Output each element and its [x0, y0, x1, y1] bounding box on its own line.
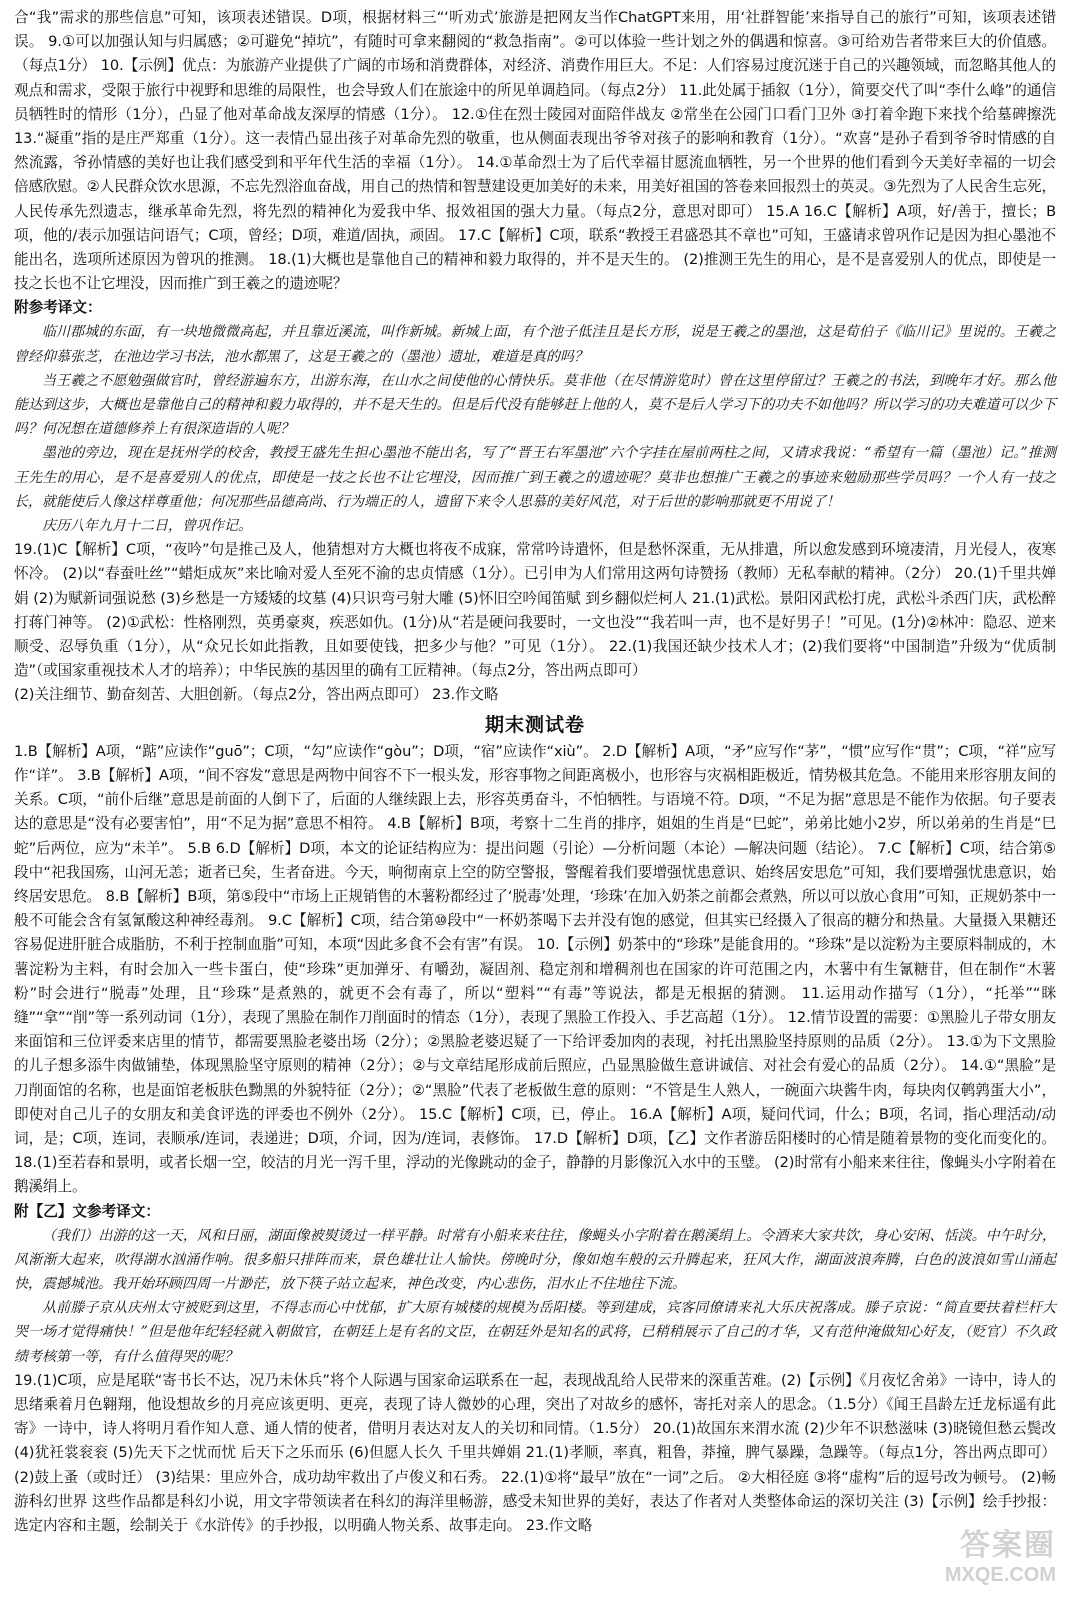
section-title: 期末测试卷	[484, 713, 585, 736]
translation-heading: 附参考译文：	[14, 299, 102, 317]
translation-paragraph: 墨池的旁边，现在是抚州学的校舍，教授王盛先生担心墨池不能出名，写了“晋王右军墨池”六个字挂在屋前两柱之间，又请求我说：“希望有一篇（墨池）记。”推测王先生的用心，是不是喜爱别人的优点，即使是一技之长也不让它埋没，因而推广到王羲之的遗迹呢？莫非也想推广王羲之的事迹来勉励那些学员吗？一个人有一技之长，就能使后人像这样尊重他；何况那些品德高尚、行为端正的人，遗留下来令人思慕的美好风范，对于后世的影响那就更不用说了！	[14, 445, 1056, 510]
translation-paragraph: 庆历八年九月十二日，曾巩作记。	[42, 518, 252, 535]
answer-paragraph: 19.(1)C项，应是尾联“寄书长不达，况乃未休兵”将个人际遇与国家命运联系在一起，表现战乱给人民带来的深重苦难。(2)【示例】《月夜忆舍弟》一诗中，诗人的思绪乘着月色翱翔，他设想故乡的月亮应该更明、更亮，表现了诗人微妙的心理，突出了对故乡的感怀，寄托对亲人的思念。（1.5分）《闻王昌龄左迁龙标遥有此寄》一诗中，诗人将明月看作知人意、通人情的使者，借明月表达对友人的关切和同情。（1.5分） 20.(1)故国东来渭水流 (2)少年不识愁滋味 (3)晓镜但愁云鬓改 (4)犹衽裳衮衮 (5)先天下之忧而忧 后天下之乐而乐 (6)但愿人长久 千里共婵娟 21.(1)孝顺，率真，粗鲁，莽撞，脾气暴躁，急躁等。（每点1分，答出两点即可） (2)鼓上蚤（或时迁） (3)结果：里应外合，成功劫牢救出了卢俊义和石秀。 22.(1)①将“最早”放在“一词”之后。 ②大相径庭 ③将“虚构”后的逗号改为顿号。 (2)畅游科幻世界 这些作品都是科幻小说，用文字带领读者在科幻的海洋里畅游，感受未知世界的美好，表达了作者对人类整体命运的深切关注 (3)【示例】绘手抄报：选定内容和主题，绘制关于《水浒传》的手抄报，以明确人物关系、故事走向。 23.作文略	[14, 1371, 1056, 1534]
answer-paragraph: 1.B【解析】A项，“踮”应读作“guō”；C项，“勾”应读作“gòu”；D项，“宿”应读作“xiù”。 2.D【解析】A项，“矛”应写作“茅”，“惯”应写作“贯”；C项，“祥”应写作“详”。 3.B【解析】A项，“间不容发”意思是两物中间容不下一根头发，形容事物之间距离极小，也形容与灾祸相距极近，情势极其危急。不能用来形容朋友间的关系。C项，“前仆后继”意思是前面的人倒下了，后面的人继续跟上去，形容英勇奋斗，不怕牺牲。与语境不符。D项，“不足为据”意思是不能作为依据。句子要表达的意思是“没有必要害怕”，用“不足为据”意思不相符。 4.B【解析】B项，考察十二生肖的排序，姐姐的生肖是“巳蛇”，弟弟比她小2岁，所以弟弟的生肖是“巳蛇”后两位，应为“未羊”。 5.B 6.D【解析】D项，本文的论证结构应为：提出问题（引论）—分析问题（本论）—解决问题（结论）。 7.C【解析】C项，结合第⑤段中“祀我国殇，山河无恙；逝者已矣，生者奋进。今天，响彻南京上空的防空警报，警醒着我们要增强忧患意识、始终居安思危”可知，我们要增强忧患意识，始终居安思危。 8.B【解析】B项，第⑤段中“市场上正规销售的木薯粉都经过了‘脱毒’处理，‘珍珠’在加入奶茶之前都会煮熟，所以可以放心食用”可知，正规奶茶中一般不可能会含有氢氰酸这种神经毒剂。 9.C【解析】C项，结合第⑩段中“一杯奶茶喝下去并没有饱的感觉，但其实已经摄入了很高的糖分和热量。大量摄入果糖还容易促进肝脏合成脂肪，不利于控制血脂”可知，本项“因此多食不会有害”有误。 10.【示例】奶茶中的“珍珠”是能食用的。“珍珠”是以淀粉为主要原料制成的，木薯淀粉为主料，有时会加入一些卡蛋白，使“珍珠”更加弹牙、有嚼劲，凝固剂、稳定剂和增稠剂也在国家的许可范围之内，木薯中有生氰糖苷，但在制作“木薯粉”时会进行“脱毒”处理，且“珍珠”是煮熟的，就更不会有毒了，所以“塑料”“有毒”等说法，都是无根据的猜测。 11.运用动作描写（1分），“托举”“眯缝”“拿”“削”等一系列动词（1分），表现了黑脸在制作刀削面时的情态（1分），表现了黑脸工作投入、手艺高超（1分）。 12.情节设置的需要：①黑脸儿子带女朋友来面馆和三位评委来店里的情节，都需要黑脸老婆出场（2分）；②黑脸老婆迟疑了一下给评委加肉的表现，衬托出黑脸坚持原则的品质（2分）。 13.①为下文黑脸的儿子想多添牛肉做铺垫，体现黑脸坚守原则的精神（2分）；②与文章结尾形成前后照应，凸显黑脸做生意讲诚信、对社会有爱心的品质（2分）。 14.①“黑脸”是刀削面馆的名称，也是面馆老板肤色黝黑的外貌特征（2分）；②“黑脸”代表了老板做生意的原则：“不管是生人熟人，一碗面六块酱牛肉，每块肉仅鹌鹑蛋大小”，即使对自己儿子的女朋友和美食评选的评委也不例外（2分）。 15.C【解析】C项，已，停止。 16.A【解析】A项，疑问代词，什么；B项，名词，指心理活动/动词，是；C项，连词，表顺承/连词，表递进；D项，介词，因为/连词，表修饰。 17.D【解析】D项，【乙】文作者游岳阳楼时的心情是随着景物的变化而变化的。 18.(1)至若春和景明，或者长烟一空，皎洁的月光一泻千里，浮动的光像跳动的金子，静静的月影像沉入水中的玉璧。 (2)时常有小船来来往往，像蝇头小字附着在鹅溪绢上。	[14, 742, 1056, 1196]
watermark-logo-text: 答案圈	[960, 1528, 1056, 1562]
translation-paragraph: （我们）出游的这一天，风和日丽，湖面像被熨烫过一样平静。时常有小船来来往往，像蝇头小字附着在鹅溪绢上。令酒来大家共饮，身心安闲、恬淡。中午时分，风渐渐大起来，吹得湖水汹涌作响。很多船只排阵而来，景色雄壮让人愉快。傍晚时分，像如炮车般的云升腾起来，狂风大作，湖面波浪奔腾，白色的波浪如雪山涌起快，震撼城池。我开始环顾四周一片渺茫，放下筷子站立起来，神色改变，内心悲伤，泪水止不住地往下流。	[14, 1227, 1056, 1292]
answer-paragraph: (2)关注细节、勤奋刻苦、大胆创新。（每点2分，答出两点即可） 23.作文略	[14, 686, 499, 704]
answer-paragraph: 合“我”需求的那些信息”可知，该项表述错误。D项，根据材料三“‘听劝式’旅游是把网友当作ChatGPT来用，用‘社群智能’来指导自己的旅行”可知，该项表述错误。 9.①可以加强认知与归属感；②可避免“掉坑”，有随时可拿来翻阅的“救急指南”。②可以体验一些计划之外的偶遇和惊喜。③可给劝告者带来巨大的价值感。（每点1分） 10.【示例】优点：为旅游产业提供了广阔的市场和消费群体，对经济、消费作用巨大。不足：人们容易过度沉迷于自己的兴趣领域，而忽略其他人的观点和需求，受限于旅行中视野和思维的局限性，也会导致人们在旅途中的所见单调趋同。（每点2分） 11.此处属于插叙（1分），简要交代了叫“李什么峰”的通信员牺牲时的情形（1分），凸显了他对革命战友深厚的情感（1分）。 12.①住在烈士陵园对面陪伴战友 ②常坐在公园门口看门卫外 ③打着伞跑下来找个给墓碑擦洗 13.“凝重”指的是庄严郑重（1分）。这一表情凸显出孩子对革命先烈的敬重，也从侧面表现出爷爷对孩子的影响和教育（1分）。“欢喜”是孙子看到爷爷时情感的自然流露，爷孙情感的美好也让我们感受到和平年代生活的幸福（1分）。 14.①革命烈士为了后代幸福甘愿流血牺牲，另一个世界的他们看到今天美好幸福的一切会倍感欣慰。②人民群众饮水思源，不忘先烈浴血奋战，用自己的热情和智慧建设更加美好的未来，用美好祖国的答卷来回报烈士的英灵。③先烈为了人民舍生忘死，人民传承先烈遗志，继承革命先烈，将先烈的精神化为爱我中华、报效祖国的强大力量。（每点2分，意思对即可） 15.A 16.C【解析】A项，好/善于，擅长；B项，他的/表示加强诘问语气；C项，曾经；D项，难道/固执，顽固。 17.C【解析】C项，联系“教授王君盛恐其不章也”可知，王盛请求曾巩作记是因为担心墨池不能出名，选项所述原因为曾巩的推测。 18.(1)大概也是靠他自己的精神和毅力取得的，并不是天生的。 (2)推测王先生的用心，是不是喜爱别人的优点，即使是一技之长也不让它埋没，因而推广到王羲之的遗迹呢？	[14, 9, 1056, 293]
watermark-url: MXQE.COM	[944, 1563, 1056, 1586]
answer-paragraph: 19.(1)C【解析】C项，“夜吟”句是推己及人，他猜想对方大概也将夜不成寐，常常吟诗遣怀，但是愁怀深重，无从排遣，所以愈发感到环境凄清，月光侵人，夜寒怀冷。 (2)以“春蚕吐丝”“蜡炬成灰”来比喻对爱人至死不渝的忠贞情感（1分）。已引申为人们常用这两句诗赞扬（教师）无私奉献的精神。（2分） 20.(1)千里共婵娟 (2)为赋新词强说愁 (3)乡愁是一方矮矮的坟墓 (4)只识弯弓射大雕 (5)怀旧空吟闻笛赋 到乡翻似烂柯人 21.(1)武松。景阳冈武松打虎，武松斗杀西门庆，武松醉打蒋门神等。 (2)①武松：性格刚烈，英勇豪爽，疾恶如仇。(1分)从“若是硬问我要时，一文也没”“我若叫一声，也不是好男子！”可见。(1分)②林冲：隐忍、逆来顺受、忍辱负重（1分），从“众兄长如此指教，且如要使钱，把多少与他？”可见（1分）。 22.(1)我国还缺少技术人才；(2)我们要将“中国制造”升级为“优质制造”（或国家重视技术人才的培养）；中华民族的基因里的确有工匠精神。（每点2分，答出两点即可）	[14, 541, 1056, 680]
translation-paragraph: 从前滕子京从庆州太守被贬到这里，不得志而心中忧郁，扩大原有城楼的规模为岳阳楼。等到建成，宾客同僚请来礼大乐庆祝落成。滕子京说：“简直要扶着栏杆大哭一场才觉得痛快！”但是他年纪轻轻就入朝做官，在朝廷上是有名的文臣，在朝廷外是知名的武将，已稍稍展示了自己的才华，又有范仲淹做知心好友，（贬官）不久政绩考核第一等，有什么值得哭的呢？	[14, 1300, 1056, 1365]
translation-paragraph: 当王羲之不愿勉强做官时，曾经游遍东方，出游东海，在山水之间使他的心情快乐。莫非他（在尽情游览时）曾在这里停留过？王羲之的书法，到晚年才好。那么他能达到这步，大概也是靠他自己的精神和毅力取得的，并不是天生的。但是后代没有能够赶上他的人，莫不是后人学习下的功夫不如他吗？所以学习的功夫难道可以少下吗？何况想在道德修养上有很深造诣的人呢？	[14, 372, 1056, 438]
translation-paragraph: 临川郡城的东面，有一块地微微高起，并且靠近溪流，叫作新城。新城上面，有个池子低洼且是长方形，说是王羲之的墨池，这是荀伯子《临川记》里说的。王羲之曾经仰慕张芝，在池边学习书法，池水都黑了，这是王羲之的（墨池）遗址，难道是真的吗？	[14, 324, 1056, 365]
translation-heading: 附【乙】文参考译文：	[14, 1202, 160, 1220]
